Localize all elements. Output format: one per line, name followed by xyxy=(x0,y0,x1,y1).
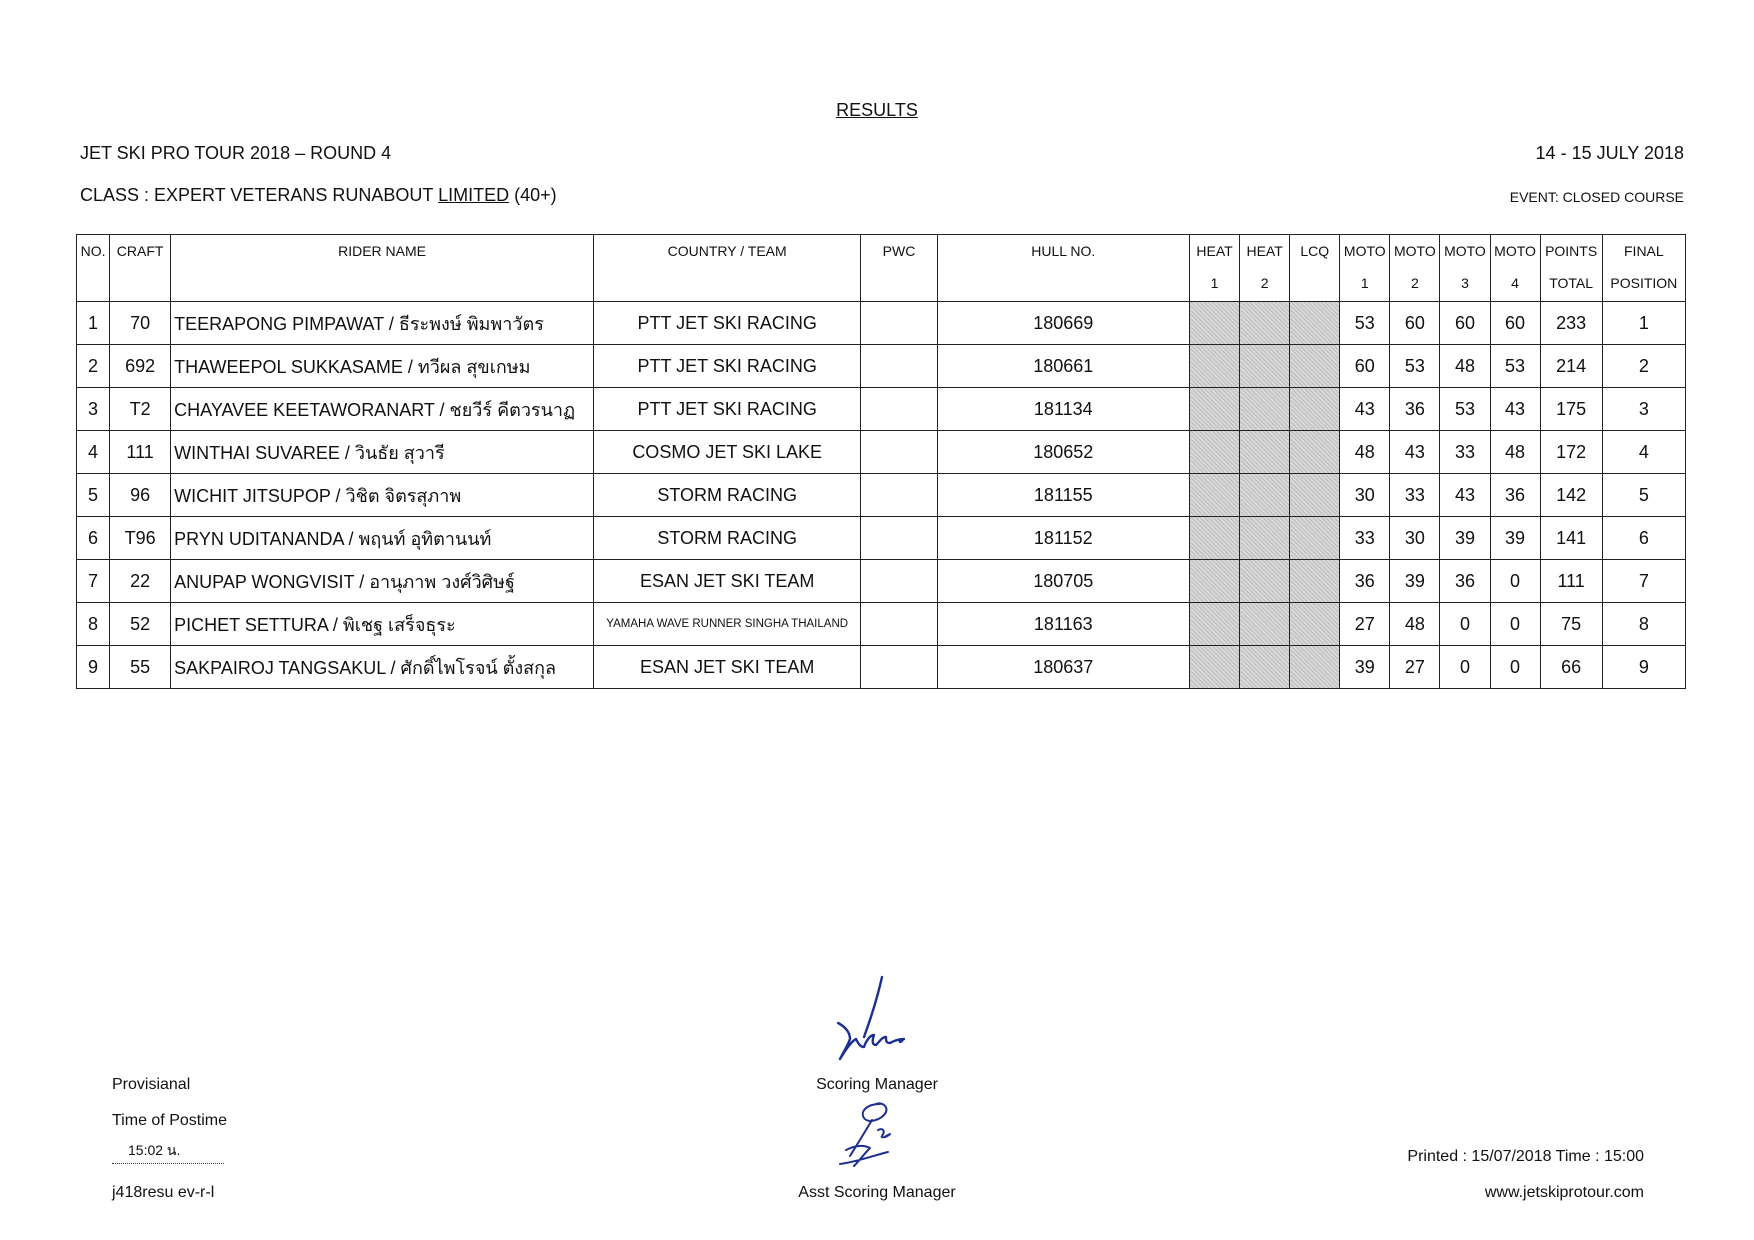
cell-moto-2: 27 xyxy=(1390,646,1440,689)
cell-no: 2 xyxy=(77,345,110,388)
header-row xyxy=(77,235,1686,302)
cell-points-total: 172 xyxy=(1540,431,1602,474)
table-row xyxy=(77,646,1686,689)
col-moto-2: MOTO 2 xyxy=(1390,235,1440,302)
cell-moto-3: 43 xyxy=(1440,474,1490,517)
cell-points-total: 75 xyxy=(1540,603,1602,646)
cell-lcq xyxy=(1290,388,1340,431)
cell-heat-1 xyxy=(1190,517,1240,560)
event-name: JET SKI PRO TOUR 2018 – ROUND 4 xyxy=(80,143,392,163)
table-row xyxy=(77,431,1686,474)
cell-moto-4: 36 xyxy=(1490,474,1540,517)
cell-no: 5 xyxy=(77,474,110,517)
cell-moto-1: 30 xyxy=(1340,474,1390,517)
col-heat-2: HEAT 2 xyxy=(1240,235,1290,302)
cell-craft: 22 xyxy=(110,560,171,603)
cell-hull-no: 180661 xyxy=(937,345,1189,388)
col-points-total: POINTS TOTAL xyxy=(1540,235,1602,302)
col-hull-no: HULL NO. xyxy=(937,235,1189,302)
cell-moto-4: 0 xyxy=(1490,603,1540,646)
cell-rider-name: PICHET SETTURA / พิเชฐ เสร็จธุระ xyxy=(171,603,594,646)
cell-heat-1 xyxy=(1190,560,1240,603)
cell-heat-2 xyxy=(1240,517,1290,560)
cell-moto-3: 33 xyxy=(1440,431,1490,474)
cell-heat-2 xyxy=(1240,388,1290,431)
cell-pwc xyxy=(861,646,937,689)
col-moto-3: MOTO 3 xyxy=(1440,235,1490,302)
event-type: EVENT: CLOSED COURSE xyxy=(1509,189,1684,205)
cell-country-team: PTT JET SKI RACING xyxy=(593,345,860,388)
cell-hull-no: 181134 xyxy=(937,388,1189,431)
cell-craft: 55 xyxy=(110,646,171,689)
cell-lcq xyxy=(1290,345,1340,388)
printed-timestamp: Printed : 15/07/2018 Time : 15:00 xyxy=(1407,1148,1644,1165)
cell-craft: T96 xyxy=(110,517,171,560)
cell-final-position: 7 xyxy=(1602,560,1685,603)
cell-moto-3: 53 xyxy=(1440,388,1490,431)
provisional-label: Provisianal xyxy=(112,1076,191,1093)
cell-rider-name: ANUPAP WONGVISIT / อานุภาพ วงศ์วิศิษฐ์ xyxy=(171,560,594,603)
cell-moto-1: 53 xyxy=(1340,302,1390,345)
cell-heat-1 xyxy=(1190,388,1240,431)
cell-no: 7 xyxy=(77,560,110,603)
cell-lcq xyxy=(1290,560,1340,603)
cell-final-position: 5 xyxy=(1602,474,1685,517)
cell-hull-no: 180637 xyxy=(937,646,1189,689)
cell-final-position: 3 xyxy=(1602,388,1685,431)
cell-craft: 96 xyxy=(110,474,171,517)
cell-moto-4: 0 xyxy=(1490,646,1540,689)
cell-hull-no: 180705 xyxy=(937,560,1189,603)
cell-moto-1: 33 xyxy=(1340,517,1390,560)
table-row xyxy=(77,302,1686,345)
cell-moto-2: 60 xyxy=(1390,302,1440,345)
col-moto-1: MOTO 1 xyxy=(1340,235,1390,302)
cell-hull-no: 181152 xyxy=(937,517,1189,560)
cell-moto-1: 43 xyxy=(1340,388,1390,431)
cell-rider-name: SAKPAIROJ TANGSAKUL / ศักดิ์ไพโรจน์ ตั้งสกุล xyxy=(171,646,594,689)
cell-rider-name: THAWEEPOL SUKKASAME / ทวีผล สุขเกษม xyxy=(171,345,594,388)
cell-heat-1 xyxy=(1190,345,1240,388)
cell-pwc xyxy=(861,345,937,388)
results-body xyxy=(77,302,1686,689)
cell-no: 8 xyxy=(77,603,110,646)
cell-moto-2: 53 xyxy=(1390,345,1440,388)
cell-moto-3: 36 xyxy=(1440,560,1490,603)
cell-country-team: STORM RACING xyxy=(593,517,860,560)
cell-moto-4: 53 xyxy=(1490,345,1540,388)
cell-craft: 692 xyxy=(110,345,171,388)
cell-hull-no: 180652 xyxy=(937,431,1189,474)
cell-craft: 52 xyxy=(110,603,171,646)
cell-country-team: PTT JET SKI RACING xyxy=(593,388,860,431)
cell-points-total: 141 xyxy=(1540,517,1602,560)
cell-points-total: 175 xyxy=(1540,388,1602,431)
cell-country-team: STORM RACING xyxy=(593,474,860,517)
cell-moto-1: 36 xyxy=(1340,560,1390,603)
cell-moto-4: 43 xyxy=(1490,388,1540,431)
cell-moto-1: 39 xyxy=(1340,646,1390,689)
cell-lcq xyxy=(1290,646,1340,689)
cell-heat-1 xyxy=(1190,302,1240,345)
asst-scoring-manager-label: Asst Scoring Manager xyxy=(798,1184,956,1201)
cell-points-total: 66 xyxy=(1540,646,1602,689)
col-craft: CRAFT xyxy=(110,235,171,302)
cell-heat-2 xyxy=(1240,474,1290,517)
cell-final-position: 8 xyxy=(1602,603,1685,646)
cell-rider-name: WINTHAI SUVAREE / วินธัย สุวารี xyxy=(171,431,594,474)
event-date: 14 - 15 JULY 2018 xyxy=(1535,143,1684,163)
cell-points-total: 111 xyxy=(1540,560,1602,603)
cell-pwc xyxy=(861,603,937,646)
cell-lcq xyxy=(1290,603,1340,646)
class-prefix: CLASS : EXPERT VETERANS RUNABOUT xyxy=(80,185,434,205)
handwritten-signature-icon xyxy=(820,975,940,1065)
time-of-posting-value: 15:02 น. xyxy=(112,1140,224,1164)
handwritten-signature-icon xyxy=(820,1100,920,1172)
cell-heat-2 xyxy=(1240,302,1290,345)
cell-country-team: YAMAHA WAVE RUNNER SINGHA THAILAND xyxy=(593,603,860,646)
cell-final-position: 1 xyxy=(1602,302,1685,345)
table-row xyxy=(77,560,1686,603)
table-row xyxy=(77,603,1686,646)
cell-hull-no: 180669 xyxy=(937,302,1189,345)
cell-moto-1: 27 xyxy=(1340,603,1390,646)
document-code: j418resu ev-r-l xyxy=(112,1184,215,1201)
cell-moto-2: 33 xyxy=(1390,474,1440,517)
cell-heat-1 xyxy=(1190,603,1240,646)
col-no: NO. xyxy=(77,235,110,302)
col-final-position: FINAL POSITION xyxy=(1602,235,1685,302)
cell-heat-1 xyxy=(1190,646,1240,689)
cell-hull-no: 181163 xyxy=(937,603,1189,646)
cell-final-position: 9 xyxy=(1602,646,1685,689)
col-lcq: LCQ xyxy=(1290,235,1340,302)
cell-moto-4: 39 xyxy=(1490,517,1540,560)
cell-rider-name: WICHIT JITSUPOP / วิชิต จิตรสุภาพ xyxy=(171,474,594,517)
col-rider-name: RIDER NAME xyxy=(171,235,594,302)
cell-moto-2: 36 xyxy=(1390,388,1440,431)
cell-rider-name: PRYN UDITANANDA / พฤนท์ อุทิตานนท์ xyxy=(171,517,594,560)
results-table xyxy=(76,234,1686,689)
cell-points-total: 233 xyxy=(1540,302,1602,345)
cell-moto-2: 43 xyxy=(1390,431,1440,474)
cell-moto-3: 48 xyxy=(1440,345,1490,388)
cell-craft: 70 xyxy=(110,302,171,345)
cell-heat-2 xyxy=(1240,345,1290,388)
cell-heat-2 xyxy=(1240,646,1290,689)
cell-heat-1 xyxy=(1190,431,1240,474)
table-row xyxy=(77,517,1686,560)
cell-craft: 111 xyxy=(110,431,171,474)
cell-final-position: 6 xyxy=(1602,517,1685,560)
cell-hull-no: 181155 xyxy=(937,474,1189,517)
cell-moto-4: 48 xyxy=(1490,431,1540,474)
cell-country-team: PTT JET SKI RACING xyxy=(593,302,860,345)
cell-points-total: 214 xyxy=(1540,345,1602,388)
cell-country-team: ESAN JET SKI TEAM xyxy=(593,646,860,689)
cell-rider-name: TEERAPONG PIMPAWAT / ธีระพงษ์ พิมพาวัตร xyxy=(171,302,594,345)
cell-heat-1 xyxy=(1190,474,1240,517)
cell-moto-4: 0 xyxy=(1490,560,1540,603)
cell-moto-1: 48 xyxy=(1340,431,1390,474)
website-url: www.jetskiprotour.com xyxy=(1484,1184,1644,1201)
col-pwc: PWC xyxy=(861,235,937,302)
cell-lcq xyxy=(1290,302,1340,345)
cell-no: 3 xyxy=(77,388,110,431)
cell-final-position: 2 xyxy=(1602,345,1685,388)
cell-pwc xyxy=(861,474,937,517)
table-row xyxy=(77,345,1686,388)
class-limited: LIMITED xyxy=(438,185,510,205)
cell-country-team: COSMO JET SKI LAKE xyxy=(593,431,860,474)
cell-moto-4: 60 xyxy=(1490,302,1540,345)
cell-moto-3: 60 xyxy=(1440,302,1490,345)
cell-moto-2: 48 xyxy=(1390,603,1440,646)
cell-lcq xyxy=(1290,431,1340,474)
cell-no: 6 xyxy=(77,517,110,560)
cell-moto-1: 60 xyxy=(1340,345,1390,388)
class-suffix: (40+) xyxy=(514,185,557,205)
cell-pwc xyxy=(861,560,937,603)
cell-moto-3: 39 xyxy=(1440,517,1490,560)
cell-heat-2 xyxy=(1240,560,1290,603)
time-of-posting-label: Time of Postime xyxy=(112,1112,227,1129)
cell-moto-2: 39 xyxy=(1390,560,1440,603)
class-line xyxy=(80,185,557,206)
cell-pwc xyxy=(861,388,937,431)
page-title: RESULTS xyxy=(836,100,918,120)
cell-moto-2: 30 xyxy=(1390,517,1440,560)
col-moto-4: MOTO 4 xyxy=(1490,235,1540,302)
cell-pwc xyxy=(861,517,937,560)
col-country-team: COUNTRY / TEAM xyxy=(593,235,860,302)
cell-no: 9 xyxy=(77,646,110,689)
cell-heat-2 xyxy=(1240,431,1290,474)
cell-rider-name: CHAYAVEE KEETAWORANART / ชยวีร์ คีตวรนาฏ xyxy=(171,388,594,431)
cell-pwc xyxy=(861,431,937,474)
cell-final-position: 4 xyxy=(1602,431,1685,474)
cell-lcq xyxy=(1290,474,1340,517)
col-heat-1: HEAT 1 xyxy=(1190,235,1240,302)
table-row xyxy=(77,388,1686,431)
cell-country-team: ESAN JET SKI TEAM xyxy=(593,560,860,603)
cell-no: 4 xyxy=(77,431,110,474)
cell-no: 1 xyxy=(77,302,110,345)
table-row xyxy=(77,474,1686,517)
cell-craft: T2 xyxy=(110,388,171,431)
cell-moto-3: 0 xyxy=(1440,646,1490,689)
cell-pwc xyxy=(861,302,937,345)
cell-lcq xyxy=(1290,517,1340,560)
cell-heat-2 xyxy=(1240,603,1290,646)
cell-moto-3: 0 xyxy=(1440,603,1490,646)
cell-points-total: 142 xyxy=(1540,474,1602,517)
scoring-manager-label: Scoring Manager xyxy=(816,1076,938,1093)
